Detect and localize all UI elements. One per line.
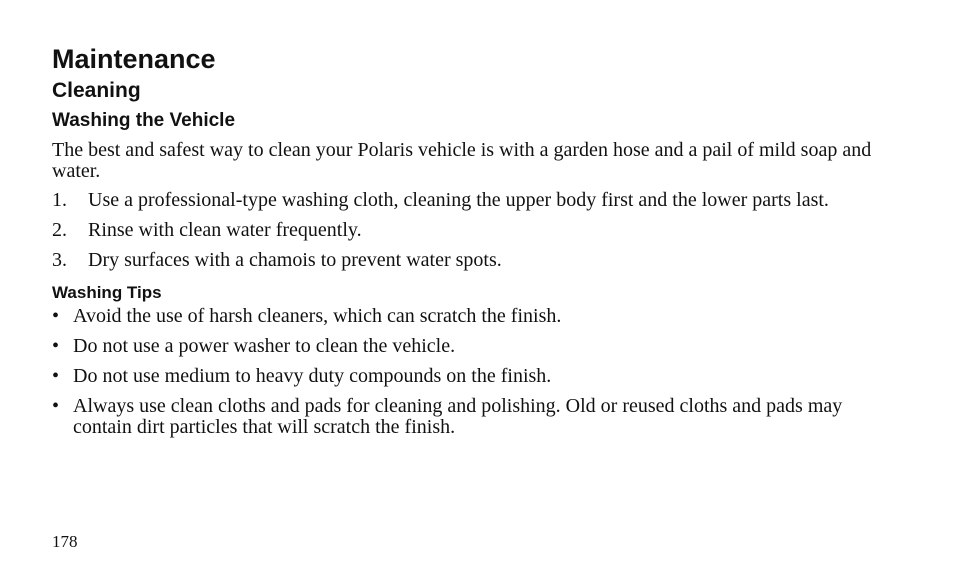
tips-heading: Washing Tips	[52, 283, 162, 302]
manual-page	[52, 42, 892, 447]
list-item	[52, 250, 892, 271]
tip-text: Always use clean cloths and pads for cleaning and polishing. Old or reused cloths and pads may contain dirt particles that will scratch the finish.	[73, 395, 843, 438]
step-text: Dry surfaces with a chamois to prevent water spots.	[88, 249, 502, 271]
step-number: 2.	[52, 219, 67, 241]
page-number: 178	[52, 532, 78, 551]
bullet-icon: •	[52, 305, 60, 327]
list-item	[52, 396, 892, 438]
washing-steps-list	[52, 190, 892, 271]
list-item	[52, 306, 892, 327]
list-item	[52, 220, 892, 241]
step-number: 3.	[52, 249, 67, 271]
bullet-icon: •	[52, 395, 60, 417]
page-title: Maintenance	[52, 44, 216, 74]
subsection-heading: Washing the Vehicle	[52, 110, 236, 131]
list-item	[52, 190, 892, 211]
tip-text: Do not use medium to heavy duty compounds on the finish.	[73, 365, 552, 387]
list-item	[52, 366, 892, 387]
list-item	[52, 336, 892, 357]
tip-text: Avoid the use of harsh cleaners, which can scratch the finish.	[73, 305, 562, 327]
washing-tips-list	[52, 306, 892, 438]
bullet-icon: •	[52, 335, 60, 357]
step-text: Rinse with clean water frequently.	[88, 219, 362, 241]
section-heading: Cleaning	[52, 79, 141, 102]
intro-paragraph: The best and safest way to clean your Polaris vehicle is with a garden hose and a pail of mild soap and water.	[52, 139, 872, 182]
tip-text: Do not use a power washer to clean the vehicle.	[73, 335, 456, 357]
step-number: 1.	[52, 189, 67, 211]
bullet-icon: •	[52, 365, 60, 387]
step-text: Use a professional-type washing cloth, cleaning the upper body first and the lower parts last.	[88, 189, 829, 211]
